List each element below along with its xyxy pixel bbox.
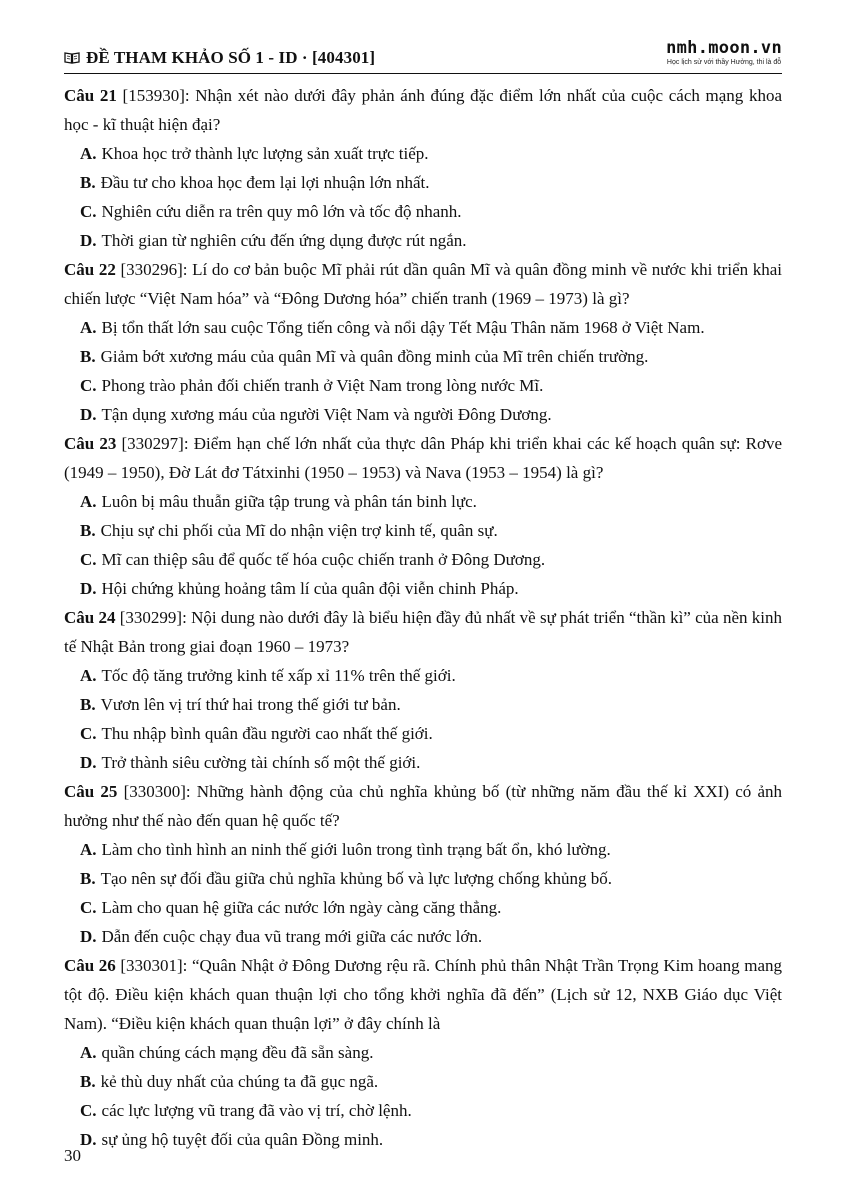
- option-text: sự ủng hộ tuyệt đối của quân Đồng minh.: [101, 1130, 384, 1149]
- question-25: [64, 777, 782, 951]
- option-c[interactable]: [64, 719, 782, 748]
- question-label: Câu 23: [64, 434, 117, 453]
- option-d[interactable]: [64, 400, 782, 429]
- question-label: Câu 24: [64, 608, 116, 627]
- option-text: Làm cho quan hệ giữa các nước lớn ngày càng căng thẳng.: [101, 898, 502, 917]
- header-title-block: [64, 48, 375, 68]
- option-text: Làm cho tình hình an ninh thế giới luôn trong tình trạng bất ổn, khó lường.: [101, 840, 611, 859]
- option-letter: D.: [80, 1130, 97, 1149]
- option-letter: C.: [80, 202, 97, 221]
- option-list: [64, 835, 782, 951]
- option-text: Chịu sự chi phối của Mĩ do nhận viện trợ kinh tế, quân sự.: [100, 521, 498, 540]
- option-letter: A.: [80, 1043, 97, 1062]
- option-a[interactable]: [64, 313, 782, 342]
- brand-tagline: Học lịch sử với thầy Hưởng, thi là đỗ: [666, 59, 782, 66]
- option-letter: A.: [80, 492, 97, 511]
- option-text: Tốc độ tăng trưởng kinh tế xấp xỉ 11% trên thế giới.: [101, 666, 456, 685]
- option-text: các lực lượng vũ trang đã vào vị trí, chờ lệnh.: [101, 1101, 412, 1120]
- question-text: [330300]: Những hành động của chủ nghĩa khủng bố (từ những năm đầu thế kỉ XXI) có ảnh hưởng như thế nào đến quan hệ quốc tế?: [64, 782, 782, 830]
- option-a[interactable]: [64, 139, 782, 168]
- option-d[interactable]: [64, 1125, 782, 1154]
- option-list: [64, 1038, 782, 1154]
- option-text: Tận dụng xương máu của người Việt Nam và người Đông Dương.: [101, 405, 552, 424]
- option-list: [64, 139, 782, 255]
- option-list: [64, 661, 782, 777]
- option-c[interactable]: [64, 1096, 782, 1125]
- option-letter: B.: [80, 521, 96, 540]
- option-c[interactable]: [64, 545, 782, 574]
- option-text: Luôn bị mâu thuẫn giữa tập trung và phân tán binh lực.: [101, 492, 477, 511]
- option-letter: A.: [80, 840, 97, 859]
- question-23: [64, 429, 782, 603]
- question-24: [64, 603, 782, 777]
- question-stem: [64, 603, 782, 661]
- option-a[interactable]: [64, 487, 782, 516]
- option-b[interactable]: [64, 342, 782, 371]
- page-header: [64, 38, 782, 72]
- option-text: Giảm bớt xương máu của quân Mĩ và quân đồng minh của Mĩ trên chiến trường.: [100, 347, 649, 366]
- option-text: Dẫn đến cuộc chạy đua vũ trang mới giữa các nước lớn.: [101, 927, 483, 946]
- option-letter: C.: [80, 376, 97, 395]
- option-text: Thu nhập bình quân đầu người cao nhất thế giới.: [101, 724, 433, 743]
- header-divider: [64, 73, 782, 74]
- question-26: [64, 951, 782, 1154]
- option-c[interactable]: [64, 893, 782, 922]
- option-letter: D.: [80, 405, 97, 424]
- option-b[interactable]: [64, 516, 782, 545]
- question-label: Câu 21: [64, 86, 117, 105]
- option-letter: D.: [80, 579, 97, 598]
- option-letter: C.: [80, 898, 97, 917]
- option-letter: B.: [80, 1072, 96, 1091]
- question-label: Câu 22: [64, 260, 116, 279]
- option-letter: B.: [80, 347, 96, 366]
- option-letter: D.: [80, 927, 97, 946]
- option-list: [64, 313, 782, 429]
- option-c[interactable]: [64, 197, 782, 226]
- option-text: Mĩ can thiệp sâu để quốc tế hóa cuộc chiến tranh ở Đông Dương.: [101, 550, 546, 569]
- option-letter: C.: [80, 550, 97, 569]
- option-text: quần chúng cách mạng đều đã sẵn sàng.: [101, 1043, 374, 1062]
- question-list: [64, 81, 782, 1154]
- option-text: Trở thành siêu cường tài chính số một thế giới.: [101, 753, 421, 772]
- book-icon: [64, 51, 80, 64]
- header-title: ĐỀ THAM KHẢO SỐ 1 - ID · [404301]: [86, 48, 376, 67]
- option-letter: C.: [80, 724, 97, 743]
- option-letter: A.: [80, 666, 97, 685]
- question-stem: [64, 429, 782, 487]
- option-text: Khoa học trở thành lực lượng sản xuất trực tiếp.: [101, 144, 429, 163]
- option-text: Nghiên cứu diễn ra trên quy mô lớn và tốc độ nhanh.: [101, 202, 462, 221]
- question-text: [330296]: Lí do cơ bản buộc Mĩ phải rút dần quân Mĩ và quân đồng minh về nước khi triển khai chiến lược “Việt Nam hóa” và “Đông Dương hóa” chiến tranh (1969 – 1973) là gì?: [64, 260, 782, 308]
- question-stem: [64, 951, 782, 1038]
- option-text: Hội chứng khủng hoảng tâm lí của quân đội viễn chinh Pháp.: [101, 579, 519, 598]
- question-stem: [64, 81, 782, 139]
- option-b[interactable]: [64, 690, 782, 719]
- option-b[interactable]: [64, 1067, 782, 1096]
- option-letter: D.: [80, 231, 97, 250]
- page-number: 30: [64, 1146, 81, 1165]
- question-22: [64, 255, 782, 429]
- brand-name: nmh.moon.vn: [666, 38, 782, 58]
- option-text: Phong trào phản đối chiến tranh ở Việt Nam trong lòng nước Mĩ.: [101, 376, 544, 395]
- option-a[interactable]: [64, 1038, 782, 1067]
- question-21: [64, 81, 782, 255]
- option-letter: A.: [80, 144, 97, 163]
- option-b[interactable]: [64, 168, 782, 197]
- option-c[interactable]: [64, 371, 782, 400]
- option-letter: A.: [80, 318, 97, 337]
- question-text: [330299]: Nội dung nào dưới đây là biểu hiện đầy đủ nhất về sự phát triển “thần kì” của nền kinh tế Nhật Bản trong giai đoạn 1960 – 1973?: [64, 608, 782, 656]
- option-list: [64, 487, 782, 603]
- question-label: Câu 25: [64, 782, 118, 801]
- option-d[interactable]: [64, 748, 782, 777]
- question-text: [330301]: “Quân Nhật ở Đông Dương rệu rã. Chính phủ thân Nhật Trần Trọng Kim hoang mang tột độ. Điều kiện khách quan thuận lợi cho tổng khởi nghĩa đã đến” (Lịch sử 12, NXB Giáo dục Việt Nam). “Điều kiện khách quan thuận lợi” ở đây chính là: [64, 956, 782, 1033]
- option-letter: D.: [80, 753, 97, 772]
- option-d[interactable]: [64, 574, 782, 603]
- option-letter: B.: [80, 869, 96, 888]
- option-b[interactable]: [64, 864, 782, 893]
- option-letter: B.: [80, 695, 96, 714]
- question-text: [153930]: Nhận xét nào dưới đây phản ánh đúng đặc điểm lớn nhất của cuộc cách mạng khoa học - kĩ thuật hiện đại?: [64, 86, 782, 134]
- option-text: Thời gian từ nghiên cứu đến ứng dụng được rút ngắn.: [101, 231, 467, 250]
- question-label: Câu 26: [64, 956, 116, 975]
- option-letter: B.: [80, 173, 96, 192]
- option-text: Đầu tư cho khoa học đem lại lợi nhuận lớn nhất.: [100, 173, 430, 192]
- option-d[interactable]: [64, 226, 782, 255]
- option-text: Bị tổn thất lớn sau cuộc Tổng tiến công và nổi dậy Tết Mậu Thân năm 1968 ở Việt Nam.: [101, 318, 705, 337]
- question-stem: [64, 255, 782, 313]
- option-text: Vươn lên vị trí thứ hai trong thế giới tư bản.: [100, 695, 401, 714]
- question-stem: [64, 777, 782, 835]
- option-text: kẻ thù duy nhất của chúng ta đã gục ngã.: [100, 1072, 379, 1091]
- brand-logo: [666, 38, 782, 68]
- question-text: [330297]: Điểm hạn chế lớn nhất của thực dân Pháp khi triển khai các kế hoạch quân sự: Rơve (1949 – 1950), Đờ Lát đơ Tátxinhi (1950 – 1953) và Nava (1953 – 1954) là gì?: [64, 434, 782, 482]
- option-a[interactable]: [64, 835, 782, 864]
- option-letter: C.: [80, 1101, 97, 1120]
- option-d[interactable]: [64, 922, 782, 951]
- option-a[interactable]: [64, 661, 782, 690]
- option-text: Tạo nên sự đối đầu giữa chủ nghĩa khủng bố và lực lượng chống khủng bố.: [100, 869, 612, 888]
